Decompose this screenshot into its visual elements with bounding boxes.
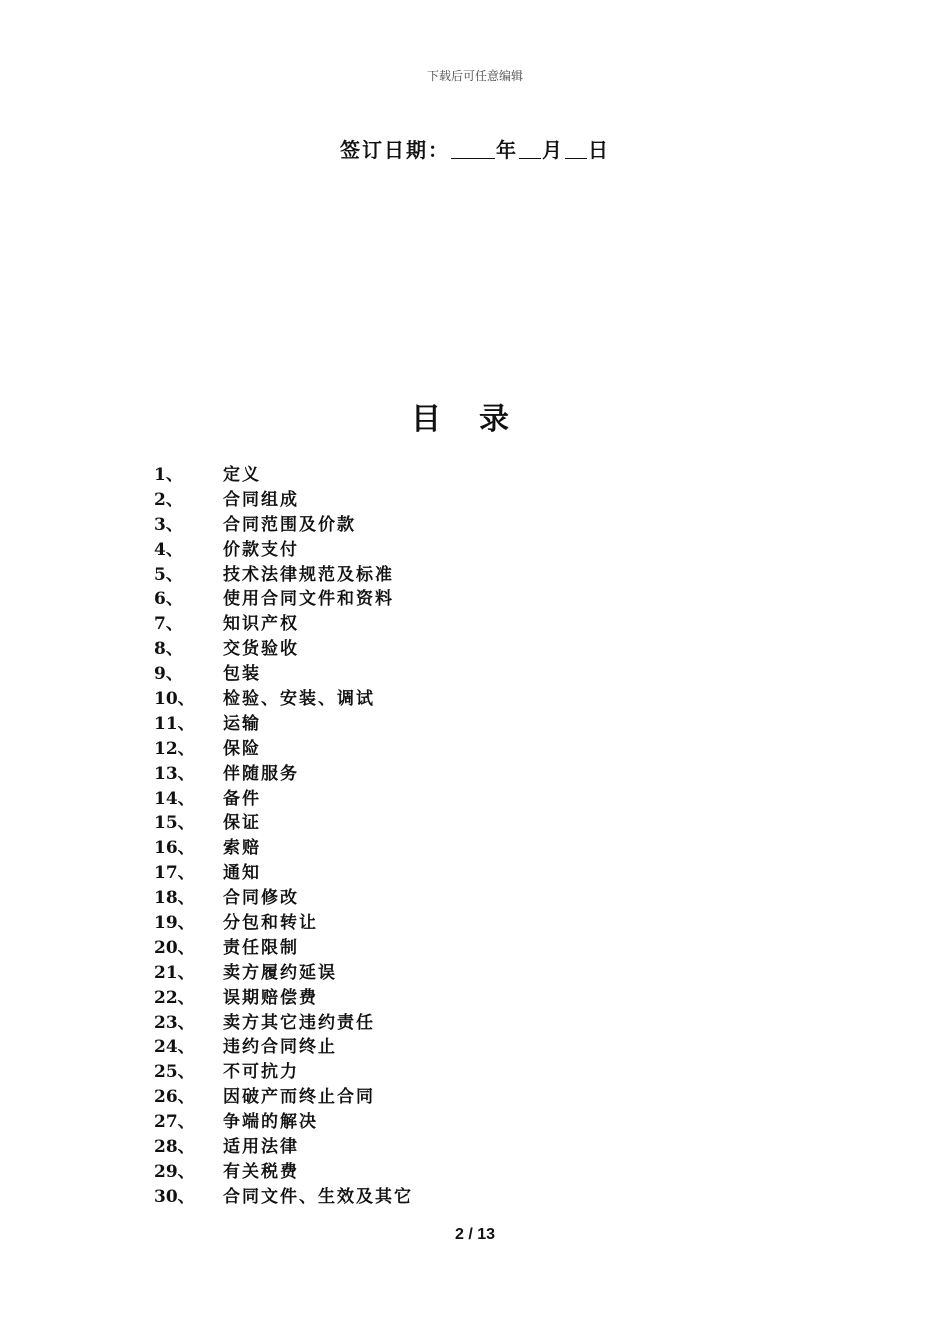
toc-item [154,1085,413,1110]
year-label: 年 [496,138,518,162]
toc-item-number: 2、 [154,489,183,510]
toc-item-number: 19、 [154,913,195,934]
toc-item-number: 26、 [154,1087,195,1108]
toc-item-text: 通知 [223,863,261,884]
toc-item-text: 卖方其它违约责任 [223,1012,375,1033]
toc-item-text: 检验、安装、调试 [223,689,375,710]
toc-item-text: 责任限制 [223,937,299,958]
toc-item-number: 16、 [154,838,195,859]
toc-item [154,1160,413,1185]
toc-item-text: 合同修改 [223,888,299,909]
toc-item [154,1011,413,1036]
toc-item-text: 违约合同终止 [223,1037,337,1058]
toc-item [154,886,413,911]
toc-item [154,911,413,936]
toc-item-number: 11、 [154,713,195,734]
toc-item-number: 12、 [154,738,195,759]
toc-item [154,712,413,737]
toc-item-text: 合同范围及价款 [223,514,356,535]
toc-item-text: 争端的解决 [223,1112,318,1133]
page-number: 2 / 13 [454,1226,496,1243]
toc-item-text: 备件 [223,788,261,809]
toc-item-number: 21、 [154,962,195,983]
toc-item-text: 价款支付 [223,539,299,560]
toc-list [154,463,413,1210]
toc-item-number: 6、 [154,589,183,610]
toc-item-number: 27、 [154,1112,195,1133]
toc-item-number: 23、 [154,1012,195,1033]
toc-item-text: 合同组成 [223,489,299,510]
day-blank [565,140,587,159]
toc-item [154,687,413,712]
month-blank [519,140,541,159]
toc-item-text: 分包和转让 [223,913,318,934]
toc-item-text: 因破产而终止合同 [223,1087,375,1108]
toc-item-text: 合同文件、生效及其它 [223,1186,413,1207]
toc-item [154,463,413,488]
toc-item [154,836,413,861]
toc-item [154,587,413,612]
toc-item-text: 定义 [223,465,261,485]
toc-item-text: 保证 [223,813,261,834]
month-label: 月 [542,138,564,162]
toc-item [154,1060,413,1085]
toc-item-text: 包装 [223,664,261,685]
toc-item [154,762,413,787]
toc-item-number: 28、 [154,1137,195,1158]
toc-item [154,811,413,836]
toc-item-number: 10、 [154,689,195,710]
toc-item-text: 不可抗力 [223,1062,299,1083]
toc-item-number: 8、 [154,639,183,660]
toc-item-number: 14、 [154,788,195,809]
toc-item [154,936,413,961]
header-note: 下载后可任意编辑 [426,69,523,83]
toc-item-text: 技术法律规范及标准 [223,564,394,585]
toc-item-number: 1、 [154,465,183,485]
toc-item-number: 18、 [154,888,195,909]
toc-title: 目录 [411,402,547,437]
toc-item [154,1185,413,1210]
toc-item-number: 7、 [154,614,183,635]
toc-item-number: 30、 [154,1186,195,1207]
year-blank [451,140,495,159]
toc-item [154,737,413,762]
toc-item-number: 20、 [154,937,195,958]
toc-item-text: 误期赔偿费 [223,987,318,1008]
day-label: 日 [588,138,610,162]
toc-item [154,538,413,563]
toc-item-number: 4、 [154,539,183,560]
toc-item-number: 24、 [154,1037,195,1058]
toc-item-number: 15、 [154,813,195,834]
toc-item-text: 知识产权 [223,614,299,635]
toc-item-text: 交货验收 [223,639,299,660]
toc-item-text: 有关税费 [223,1161,299,1182]
toc-item [154,662,413,687]
toc-item-number: 3、 [154,514,183,535]
toc-item-number: 9、 [154,664,183,685]
toc-item-text: 卖方履约延误 [223,962,337,983]
toc-item-text: 运输 [223,713,261,734]
toc-item-number: 22、 [154,987,195,1008]
toc-item [154,787,413,812]
toc-item-number: 13、 [154,763,195,784]
toc-item [154,861,413,886]
toc-item-number: 17、 [154,863,195,884]
toc-item-text: 使用合同文件和资料 [223,589,394,610]
toc-item-number: 25、 [154,1062,195,1083]
toc-item [154,513,413,538]
toc-item [154,1035,413,1060]
toc-item [154,488,413,513]
toc-item-text: 伴随服务 [223,763,299,784]
toc-item-number: 5、 [154,564,183,585]
signing-date-line [0,134,950,163]
toc-item-text: 适用法律 [223,1137,299,1158]
toc-item-text: 索赔 [223,838,261,859]
toc-item [154,1110,413,1135]
toc-item [154,1135,413,1160]
toc-item [154,563,413,588]
toc-item [154,612,413,637]
toc-item [154,986,413,1011]
toc-item-number: 29、 [154,1161,195,1182]
signing-date-label: 签订日期： [340,138,450,162]
toc-item [154,961,413,986]
toc-item [154,637,413,662]
toc-item-text: 保险 [223,738,261,759]
